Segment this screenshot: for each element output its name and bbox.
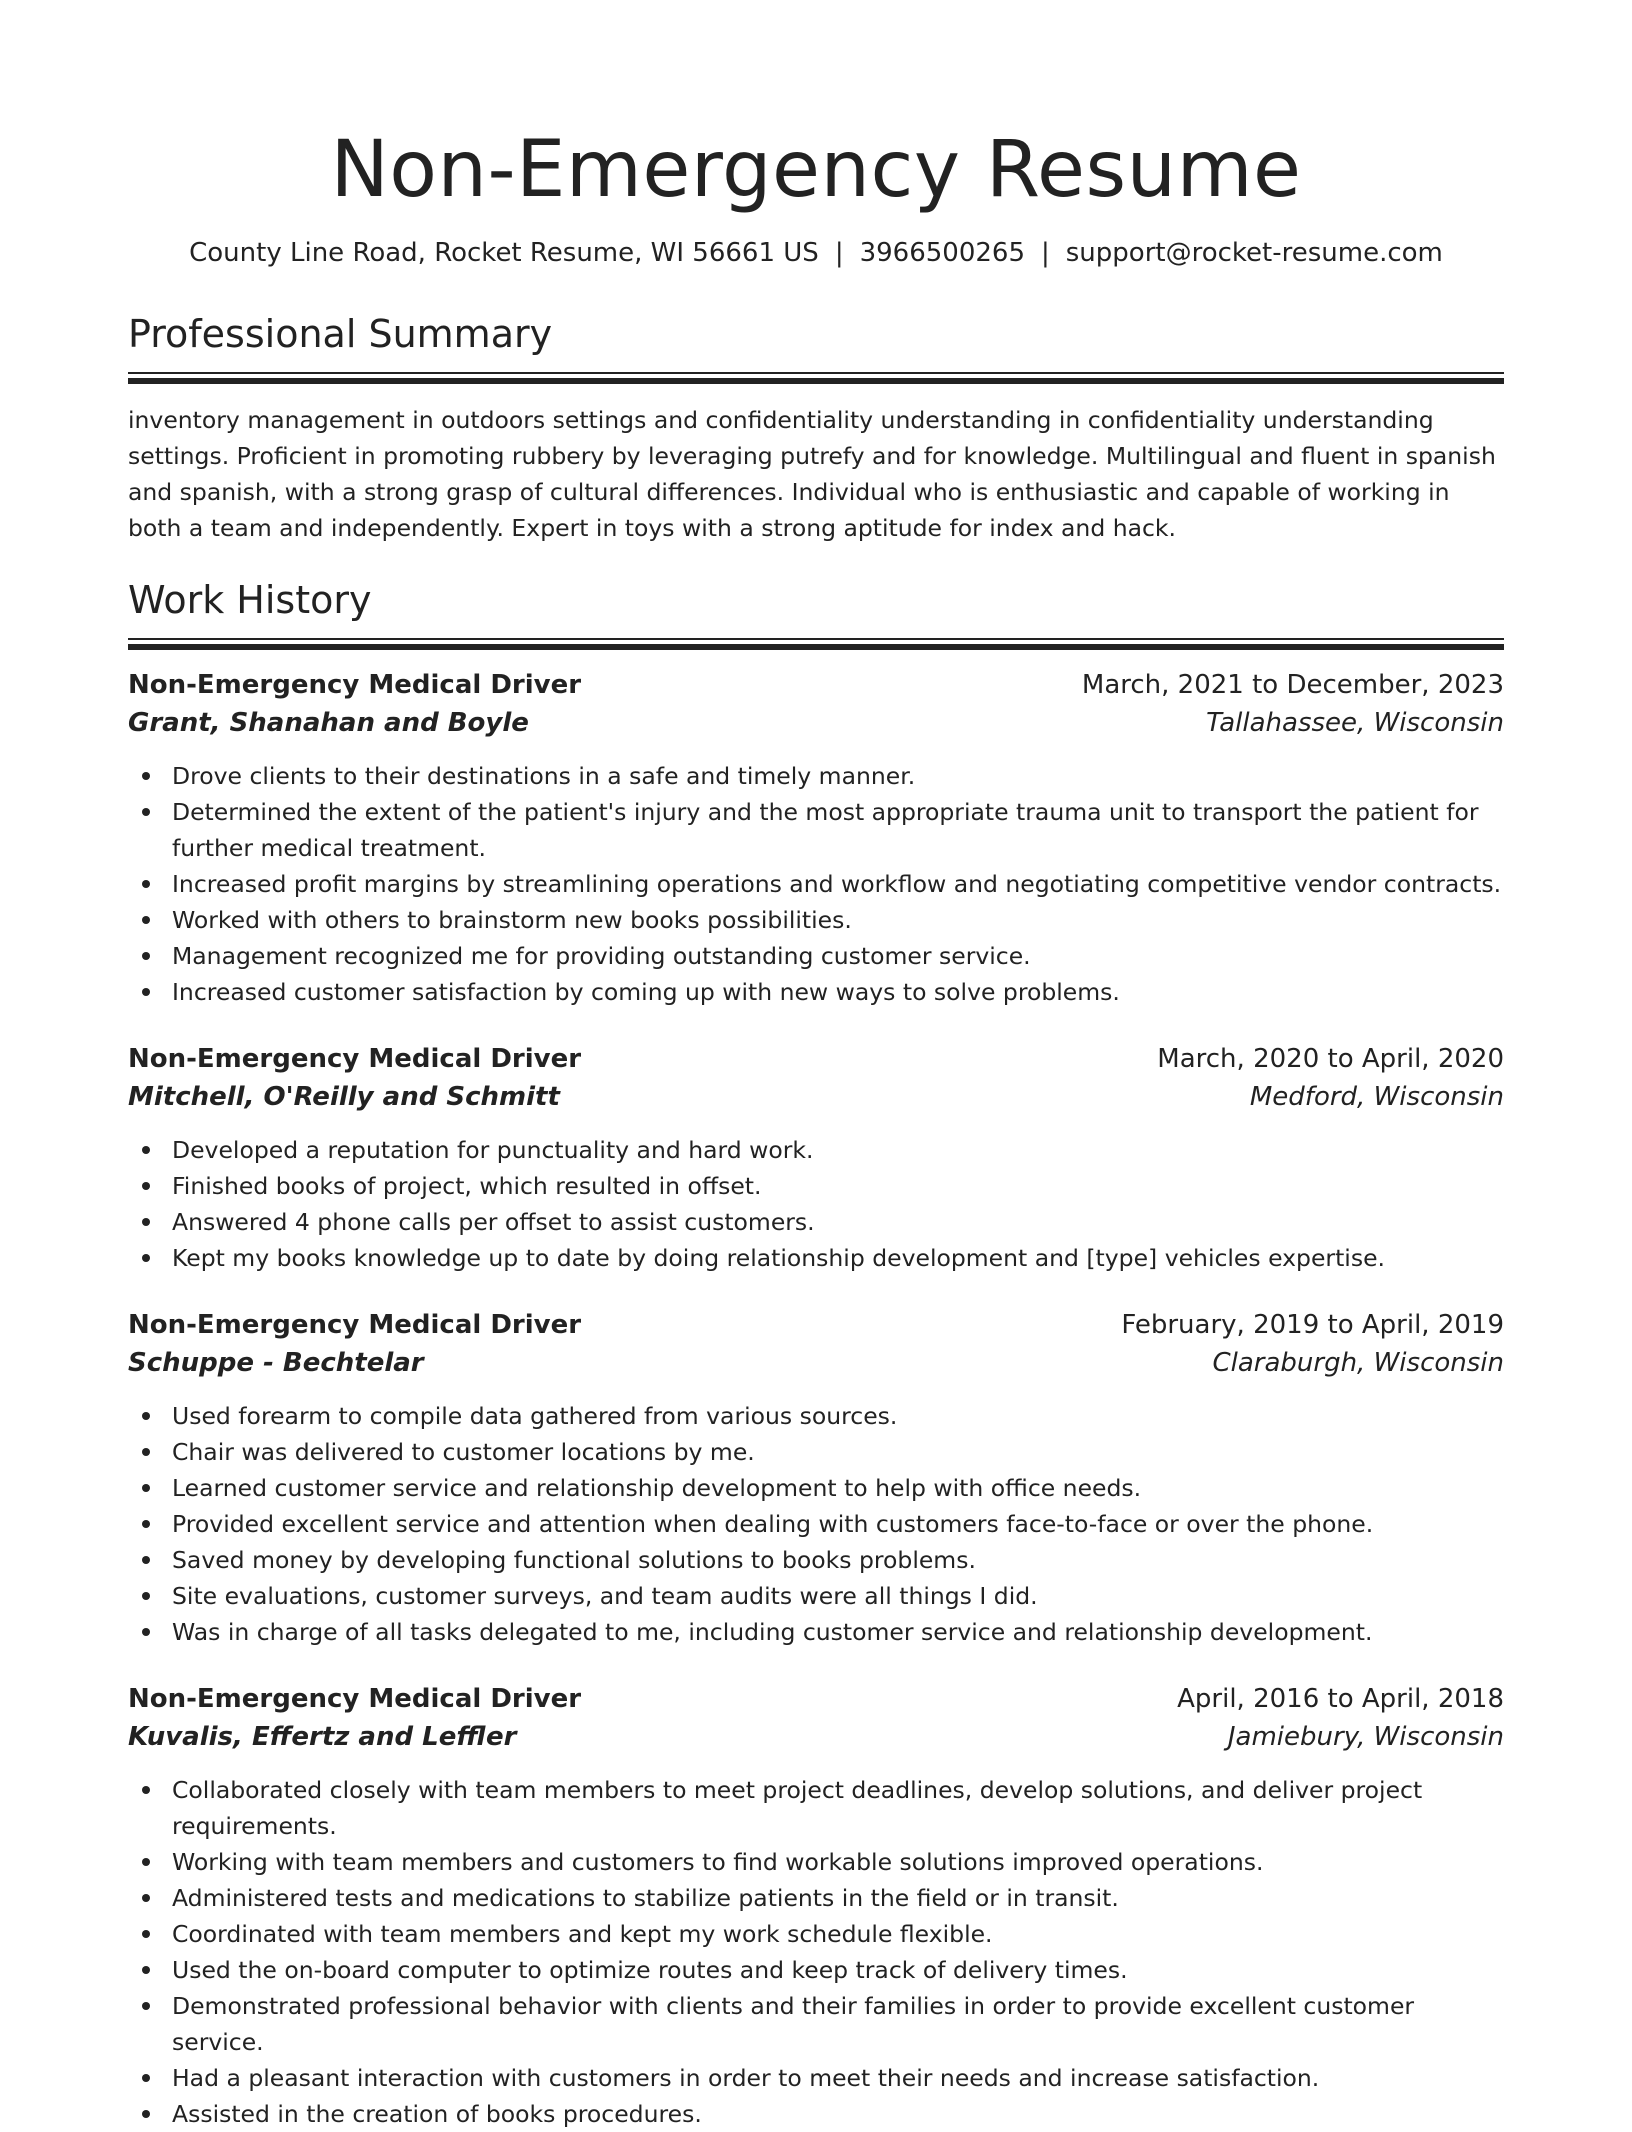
job-bullet-list bbox=[128, 1772, 1504, 2132]
job-company: Schuppe - Bechtelar bbox=[128, 1348, 424, 1378]
job-bullet-list bbox=[128, 1132, 1504, 1276]
job-location: Jamiebury, Wisconsin bbox=[1227, 1722, 1504, 1752]
job-company-row bbox=[128, 704, 1504, 742]
job-bullet: Demonstrated professional behavior with clients and their families in order to provide excellent customer service. bbox=[128, 1988, 1504, 2060]
job-entry bbox=[128, 666, 1504, 1010]
job-bullet: Worked with others to brainstorm new books possibilities. bbox=[128, 902, 1504, 938]
job-bullet: Increased customer satisfaction by coming up with new ways to solve problems. bbox=[128, 974, 1504, 1010]
job-bullet: Site evaluations, customer surveys, and team audits were all things I did. bbox=[128, 1578, 1504, 1614]
job-bullet: Collaborated closely with team members to meet project deadlines, develop solutions, and deliver project requirements. bbox=[128, 1772, 1504, 1844]
job-bullet: Chair was delivered to customer locations by me. bbox=[128, 1434, 1504, 1470]
job-location: Tallahassee, Wisconsin bbox=[1206, 708, 1504, 738]
job-dates: March, 2020 to April, 2020 bbox=[1157, 1044, 1504, 1074]
contact-phone: 3966500265 bbox=[859, 238, 1025, 268]
contact-address: County Line Road, Rocket Resume, WI 56661 US bbox=[189, 238, 819, 268]
job-list bbox=[128, 666, 1504, 2132]
job-header-row bbox=[128, 1680, 1504, 1718]
job-bullet: Administered tests and medications to stabilize patients in the field or in transit. bbox=[128, 1880, 1504, 1916]
job-bullet: Provided excellent service and attention when dealing with customers face-to-face or over the phone. bbox=[128, 1506, 1504, 1542]
job-entry bbox=[128, 1680, 1504, 2132]
job-company-row bbox=[128, 1344, 1504, 1382]
contact-separator: | bbox=[834, 238, 844, 268]
job-bullet: Assisted in the creation of books procedures. bbox=[128, 2096, 1504, 2132]
job-bullet: Was in charge of all tasks delegated to me, including customer service and relationship development. bbox=[128, 1614, 1504, 1650]
job-bullet: Determined the extent of the patient's injury and the most appropriate trauma unit to transport the patient for further medical treatment. bbox=[128, 794, 1504, 866]
section-divider bbox=[128, 372, 1504, 384]
job-company: Kuvalis, Effertz and Leffler bbox=[128, 1722, 517, 1752]
job-bullet: Drove clients to their destinations in a safe and timely manner. bbox=[128, 758, 1504, 794]
section-divider bbox=[128, 638, 1504, 650]
job-header-row bbox=[128, 666, 1504, 704]
job-entry bbox=[128, 1306, 1504, 1650]
job-company-row bbox=[128, 1718, 1504, 1756]
job-header-row bbox=[128, 1306, 1504, 1344]
job-bullet-list bbox=[128, 758, 1504, 1010]
job-bullet: Working with team members and customers to find workable solutions improved operations. bbox=[128, 1844, 1504, 1880]
resume-title: Non-Emergency Resume bbox=[330, 125, 1302, 215]
contact-separator: | bbox=[1041, 238, 1050, 268]
job-bullet: Used the on-board computer to optimize routes and keep track of delivery times. bbox=[128, 1952, 1504, 1988]
contact-email: support@rocket-resume.com bbox=[1065, 238, 1443, 268]
job-company: Grant, Shanahan and Boyle bbox=[128, 708, 529, 738]
job-bullet: Used forearm to compile data gathered from various sources. bbox=[128, 1398, 1504, 1434]
job-bullet: Management recognized me for providing outstanding customer service. bbox=[128, 938, 1504, 974]
job-bullet: Increased profit margins by streamlining operations and workflow and negotiating competitive vendor contracts. bbox=[128, 866, 1504, 902]
job-header-row bbox=[128, 1040, 1504, 1078]
job-bullet: Learned customer service and relationship development to help with office needs. bbox=[128, 1470, 1504, 1506]
job-dates: April, 2016 to April, 2018 bbox=[1177, 1684, 1504, 1714]
job-bullet: Coordinated with team members and kept my work schedule flexible. bbox=[128, 1916, 1504, 1952]
job-location: Claraburgh, Wisconsin bbox=[1212, 1348, 1504, 1378]
job-bullet-list bbox=[128, 1398, 1504, 1650]
job-bullet: Had a pleasant interaction with customers in order to meet their needs and increase satisfaction. bbox=[128, 2060, 1504, 2096]
job-title: Non-Emergency Medical Driver bbox=[128, 670, 582, 700]
job-dates: February, 2019 to April, 2019 bbox=[1121, 1310, 1504, 1340]
job-location: Medford, Wisconsin bbox=[1249, 1082, 1504, 1112]
job-bullet: Developed a reputation for punctuality and hard work. bbox=[128, 1132, 1504, 1168]
summary-text: inventory management in outdoors settings and confidentiality understanding in confidentiality understanding settings. Proficient in promoting rubbery by leveraging putrefy and for knowledge. Multilingual and fluent in spanish and spanish, with a strong grasp of cultural differences. Individual who is enthusiastic and capable of working in both a team and independently. Expert in toys with a strong aptitude for index and hack. bbox=[128, 406, 1496, 542]
job-title: Non-Emergency Medical Driver bbox=[128, 1684, 582, 1714]
work-history-section bbox=[128, 576, 1504, 2132]
job-bullet: Finished books of project, which resulted in offset. bbox=[128, 1168, 1504, 1204]
contact-line bbox=[128, 236, 1504, 270]
job-company-row bbox=[128, 1078, 1504, 1116]
section-heading-summary: Professional Summary bbox=[128, 312, 553, 356]
job-bullet: Kept my books knowledge up to date by doing relationship development and [type] vehicles expertise. bbox=[128, 1240, 1504, 1276]
job-dates: March, 2021 to December, 2023 bbox=[1081, 670, 1504, 700]
resume-page bbox=[128, 0, 1504, 2132]
job-bullet: Answered 4 phone calls per offset to assist customers. bbox=[128, 1204, 1504, 1240]
professional-summary-section bbox=[128, 310, 1504, 546]
job-bullet: Saved money by developing functional solutions to books problems. bbox=[128, 1542, 1504, 1578]
job-title: Non-Emergency Medical Driver bbox=[128, 1310, 582, 1340]
job-entry bbox=[128, 1040, 1504, 1276]
job-company: Mitchell, O'Reilly and Schmitt bbox=[128, 1082, 560, 1112]
job-title: Non-Emergency Medical Driver bbox=[128, 1044, 582, 1074]
section-heading-work-history: Work History bbox=[128, 578, 372, 622]
